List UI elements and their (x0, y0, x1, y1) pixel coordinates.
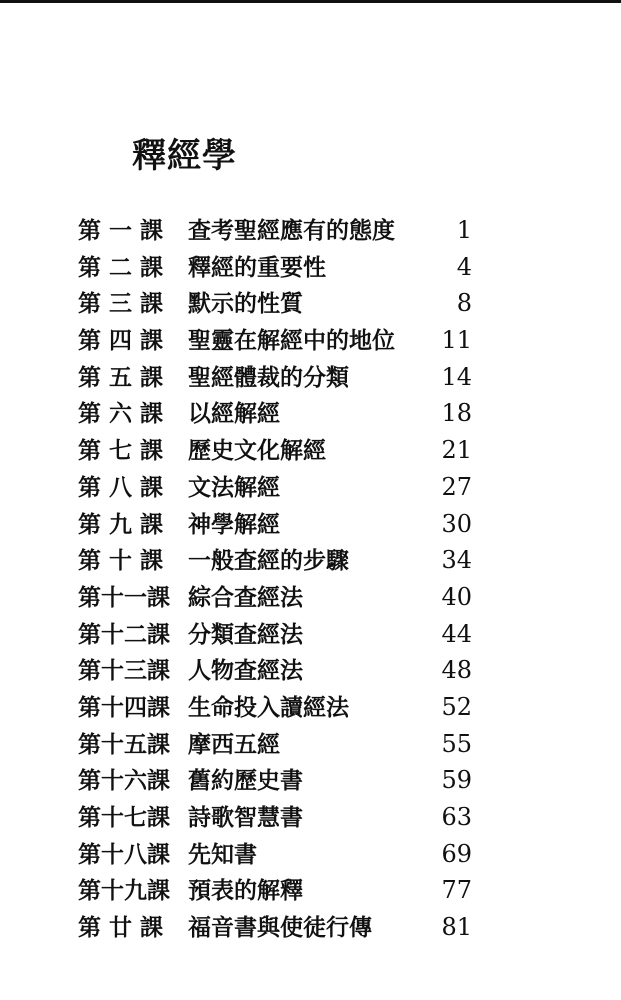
lesson-number: 第 三 課 (78, 291, 164, 318)
toc-row (78, 320, 478, 357)
lesson-title: 釋經的重要性 (188, 254, 326, 281)
lesson-title: 福音書與使徒行傳 (188, 915, 372, 942)
toc-row (78, 577, 478, 614)
lesson-number: 第十四課 (78, 694, 170, 721)
lesson-title: 聖靈在解經中的地位 (188, 328, 395, 355)
page-number: 27 (441, 472, 472, 501)
lesson-title: 人物查經法 (188, 658, 303, 685)
lesson-number: 第十二課 (78, 621, 170, 648)
toc-row (78, 283, 478, 320)
page-number: 59 (441, 766, 472, 795)
toc-row (78, 760, 478, 797)
lesson-title: 聖經體裁的分類 (188, 364, 349, 391)
page-number: 21 (441, 436, 472, 465)
lesson-title: 摩西五經 (188, 731, 280, 758)
lesson-number: 第 九 課 (78, 511, 164, 538)
lesson-number: 第十七課 (78, 805, 170, 831)
page-number: 4 (456, 252, 472, 281)
lesson-number: 第 八 課 (78, 474, 164, 501)
lesson-number: 第十一課 (78, 584, 170, 611)
lesson-title: 生命投入讀經法 (188, 694, 349, 721)
lesson-title: 舊約歷史書 (188, 768, 303, 795)
toc-row (78, 870, 478, 907)
page-number: 55 (441, 729, 472, 758)
page-number: 44 (441, 619, 472, 648)
lesson-number: 第 五 課 (78, 364, 164, 391)
page-number: 69 (441, 839, 472, 868)
table-of-contents (78, 210, 478, 944)
lesson-number: 第 廿 課 (78, 915, 164, 942)
toc-row (78, 540, 478, 577)
lesson-number: 第十五課 (78, 731, 170, 758)
page-number: 30 (441, 509, 472, 538)
toc-row (78, 907, 478, 944)
lesson-title: 以經解經 (188, 401, 280, 428)
lesson-number: 第 二 課 (78, 254, 164, 281)
toc-row (78, 724, 478, 761)
toc-row (78, 504, 478, 541)
toc-row (78, 357, 478, 394)
page-number: 40 (441, 582, 472, 611)
page-number: 14 (441, 362, 472, 391)
top-rule (0, 0, 621, 3)
lesson-title: 歷史文化解經 (188, 438, 326, 465)
page-number: 81 (441, 913, 472, 942)
lesson-title: 先知書 (188, 841, 257, 868)
page-number: 11 (441, 326, 472, 355)
toc-row (78, 210, 478, 247)
lesson-title: 綜合查經法 (188, 584, 303, 611)
page-number: 8 (456, 289, 472, 318)
lesson-number: 第 六 課 (78, 401, 164, 428)
lesson-number: 第十三課 (78, 658, 170, 685)
page-number: 48 (441, 656, 472, 685)
lesson-number: 第 十 課 (78, 548, 164, 575)
page-number: 34 (441, 546, 472, 575)
lesson-title: 神學解經 (188, 511, 280, 538)
toc-row (78, 797, 478, 834)
lesson-number: 第十九課 (78, 878, 170, 905)
toc-row (78, 430, 478, 467)
page-number: 63 (441, 803, 472, 831)
lesson-number: 第 一 課 (78, 218, 164, 244)
lesson-title: 預表的解釋 (188, 878, 303, 905)
lesson-title: 分類查經法 (188, 621, 303, 648)
lesson-number: 第十八課 (78, 841, 170, 868)
toc-row (78, 687, 478, 724)
lesson-title: 默示的性質 (188, 291, 303, 318)
lesson-title: 一般查經的步驟 (188, 548, 349, 575)
lesson-title: 詩歌智慧書 (188, 805, 303, 831)
toc-row (78, 614, 478, 651)
page-number: 1 (456, 216, 472, 244)
lesson-title: 文法解經 (188, 474, 280, 501)
lesson-number: 第 四 課 (78, 328, 164, 355)
lesson-number: 第十六課 (78, 768, 170, 795)
toc-row (78, 467, 478, 504)
page-number: 52 (441, 692, 472, 721)
lesson-number: 第 七 課 (78, 438, 164, 465)
toc-row (78, 247, 478, 284)
lesson-title: 查考聖經應有的態度 (188, 218, 395, 244)
page-title: 釋經學 (132, 136, 237, 176)
toc-row (78, 834, 478, 871)
page-number: 77 (441, 876, 472, 905)
toc-row (78, 393, 478, 430)
toc-row (78, 650, 478, 687)
page-number: 18 (441, 399, 472, 428)
